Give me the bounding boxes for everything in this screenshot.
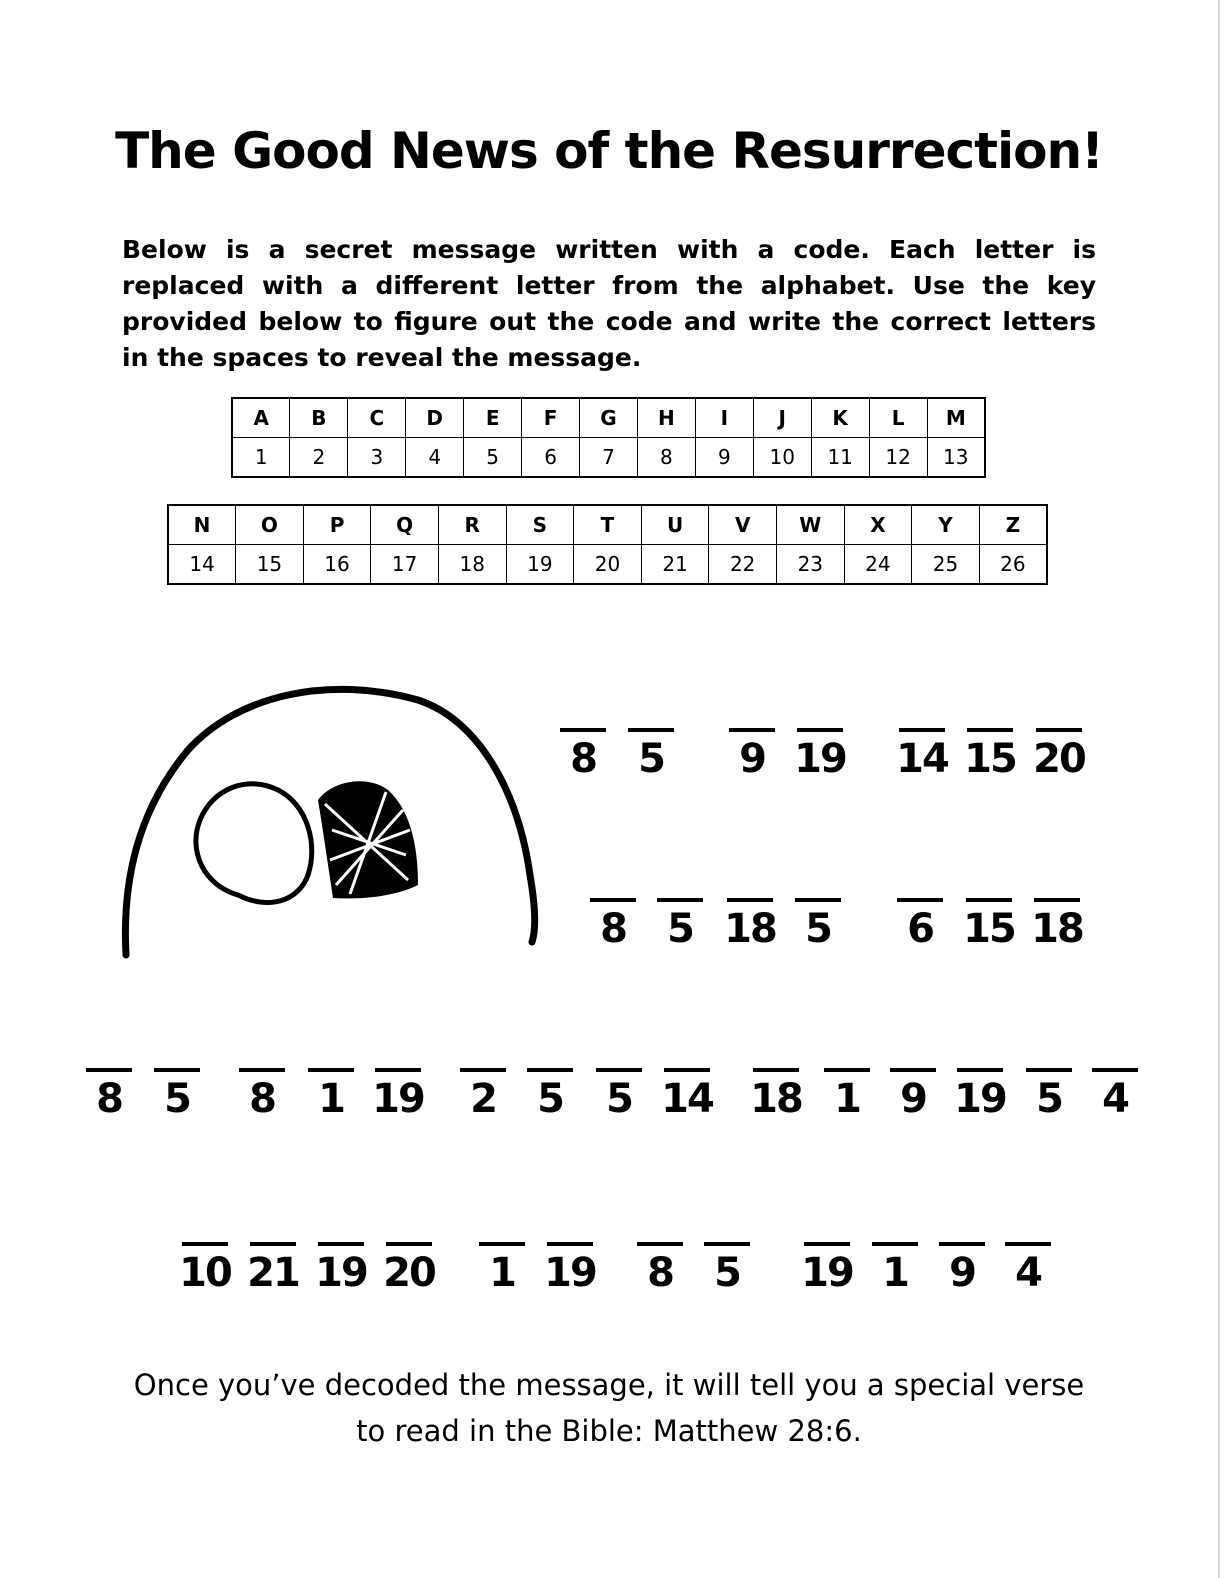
key-letter-t: T bbox=[574, 505, 642, 545]
code-number: 19 bbox=[801, 1250, 853, 1296]
key-number-2: 2 bbox=[290, 438, 348, 478]
key-number-8: 8 bbox=[637, 438, 695, 478]
key-number-11: 11 bbox=[811, 438, 869, 478]
code-number: 15 bbox=[963, 906, 1015, 952]
answer-blank[interactable] bbox=[527, 1068, 573, 1072]
cipher-key-n-to-z bbox=[167, 504, 1048, 585]
answer-blank[interactable] bbox=[239, 1068, 285, 1072]
code-number: 15 bbox=[964, 736, 1016, 782]
key-numbers-row bbox=[168, 545, 1047, 585]
answer-blank[interactable] bbox=[797, 728, 843, 732]
answer-blank[interactable] bbox=[967, 728, 1013, 732]
key-number-21: 21 bbox=[641, 545, 709, 585]
code-number: 10 bbox=[179, 1250, 231, 1296]
answer-blank[interactable] bbox=[727, 898, 773, 902]
key-number-19: 19 bbox=[506, 545, 574, 585]
code-number: 18 bbox=[724, 906, 776, 952]
key-letter-a: A bbox=[232, 398, 290, 438]
answer-blank[interactable] bbox=[1092, 1068, 1138, 1072]
key-number-7: 7 bbox=[580, 438, 638, 478]
code-number: 1 bbox=[882, 1250, 908, 1296]
key-letter-u: U bbox=[641, 505, 709, 545]
key-letters-row bbox=[168, 505, 1047, 545]
answer-blank[interactable] bbox=[628, 728, 674, 732]
answer-blank[interactable] bbox=[547, 1242, 593, 1246]
code-number: 5 bbox=[164, 1076, 190, 1122]
code-number: 9 bbox=[949, 1250, 975, 1296]
key-letter-e: E bbox=[464, 398, 522, 438]
key-number-20: 20 bbox=[574, 545, 642, 585]
key-letter-j: J bbox=[753, 398, 811, 438]
answer-blank[interactable] bbox=[795, 898, 841, 902]
key-letter-i: I bbox=[695, 398, 753, 438]
key-number-16: 16 bbox=[303, 545, 371, 585]
answer-blank[interactable] bbox=[460, 1068, 506, 1072]
key-letter-m: M bbox=[927, 398, 985, 438]
answer-blank[interactable] bbox=[899, 728, 945, 732]
code-number: 8 bbox=[249, 1076, 275, 1122]
empty-tomb-illustration bbox=[118, 680, 558, 970]
code-number: 4 bbox=[1102, 1076, 1128, 1122]
answer-blank[interactable] bbox=[386, 1242, 432, 1246]
answer-blank[interactable] bbox=[250, 1242, 296, 1246]
code-number: 5 bbox=[638, 736, 664, 782]
answer-blank[interactable] bbox=[704, 1242, 750, 1246]
code-number: 19 bbox=[954, 1076, 1006, 1122]
key-letter-x: X bbox=[844, 505, 912, 545]
key-letter-s: S bbox=[506, 505, 574, 545]
key-number-24: 24 bbox=[844, 545, 912, 585]
code-number: 5 bbox=[537, 1076, 563, 1122]
code-number: 8 bbox=[600, 906, 626, 952]
answer-blank[interactable] bbox=[966, 898, 1012, 902]
key-number-26: 26 bbox=[979, 545, 1047, 585]
key-number-4: 4 bbox=[406, 438, 464, 478]
answer-blank[interactable] bbox=[729, 728, 775, 732]
answer-blank[interactable] bbox=[375, 1068, 421, 1072]
key-number-23: 23 bbox=[776, 545, 844, 585]
key-number-22: 22 bbox=[709, 545, 777, 585]
key-number-5: 5 bbox=[464, 438, 522, 478]
answer-blank[interactable] bbox=[753, 1068, 799, 1072]
answer-blank[interactable] bbox=[890, 1068, 936, 1072]
key-number-25: 25 bbox=[912, 545, 980, 585]
key-number-15: 15 bbox=[236, 545, 304, 585]
footer-line-2: to read in the Bible: Matthew 28:6. bbox=[356, 1414, 862, 1448]
answer-blank[interactable] bbox=[939, 1242, 985, 1246]
code-number: 9 bbox=[900, 1076, 926, 1122]
code-number: 19 bbox=[372, 1076, 424, 1122]
footer-line-1: Once you’ve decoded the message, it will tell you a special verse bbox=[133, 1368, 1085, 1402]
answer-blank[interactable] bbox=[1034, 898, 1080, 902]
answer-blank[interactable] bbox=[657, 898, 703, 902]
key-letter-v: V bbox=[709, 505, 777, 545]
answer-blank[interactable] bbox=[1026, 1068, 1072, 1072]
code-number: 1 bbox=[489, 1250, 515, 1296]
key-letter-d: D bbox=[406, 398, 464, 438]
key-number-9: 9 bbox=[695, 438, 753, 478]
code-number: 20 bbox=[383, 1250, 435, 1296]
code-number: 19 bbox=[794, 736, 846, 782]
code-number: 8 bbox=[570, 736, 596, 782]
answer-blank[interactable] bbox=[318, 1242, 364, 1246]
key-letter-z: Z bbox=[979, 505, 1047, 545]
answer-blank[interactable] bbox=[1005, 1242, 1051, 1246]
code-number: 14 bbox=[896, 736, 948, 782]
code-number: 1 bbox=[834, 1076, 860, 1122]
answer-blank[interactable] bbox=[182, 1242, 228, 1246]
code-number: 5 bbox=[606, 1076, 632, 1122]
key-letter-b: B bbox=[290, 398, 348, 438]
key-letter-y: Y bbox=[912, 505, 980, 545]
answer-blank[interactable] bbox=[804, 1242, 850, 1246]
key-letter-f: F bbox=[522, 398, 580, 438]
key-letter-c: C bbox=[348, 398, 406, 438]
key-number-13: 13 bbox=[927, 438, 985, 478]
key-letter-o: O bbox=[236, 505, 304, 545]
page-title: The Good News of the Resurrection! bbox=[115, 122, 1103, 180]
code-number: 18 bbox=[750, 1076, 802, 1122]
code-number: 8 bbox=[96, 1076, 122, 1122]
key-letters-row bbox=[232, 398, 985, 438]
key-letter-q: Q bbox=[371, 505, 439, 545]
answer-blank[interactable] bbox=[957, 1068, 1003, 1072]
key-number-14: 14 bbox=[189, 552, 215, 576]
code-number: 14 bbox=[661, 1076, 713, 1122]
answer-blank[interactable] bbox=[479, 1242, 525, 1246]
code-number: 19 bbox=[544, 1250, 596, 1296]
key-number-1: 1 bbox=[254, 445, 268, 469]
answer-blank[interactable] bbox=[154, 1068, 200, 1072]
key-number-18: 18 bbox=[438, 545, 506, 585]
code-number: 8 bbox=[647, 1250, 673, 1296]
code-number: 19 bbox=[315, 1250, 367, 1296]
footer-note bbox=[0, 1362, 1218, 1454]
code-number: 20 bbox=[1033, 736, 1085, 782]
answer-blank[interactable] bbox=[590, 898, 636, 902]
code-number: 18 bbox=[1031, 906, 1083, 952]
key-letter-h: H bbox=[637, 398, 695, 438]
cipher-key-a-to-m bbox=[231, 397, 986, 478]
answer-blank[interactable] bbox=[824, 1068, 870, 1072]
key-number-17: 17 bbox=[371, 545, 439, 585]
answer-blank[interactable] bbox=[86, 1068, 132, 1072]
answer-blank[interactable] bbox=[308, 1068, 354, 1072]
answer-blank[interactable] bbox=[596, 1068, 642, 1072]
key-letter-l: L bbox=[869, 398, 927, 438]
code-number: 4 bbox=[1015, 1250, 1041, 1296]
code-number: 1 bbox=[318, 1076, 344, 1122]
key-number-3: 3 bbox=[348, 438, 406, 478]
key-letter-p: P bbox=[303, 505, 371, 545]
instructions-text: Below is a secret message written with a code. Each letter is replaced with a different letter from the alphabet. Use the key provided below to figure out the code and write the correct letters in the spaces to reveal the message. bbox=[122, 235, 1096, 372]
code-number: 5 bbox=[667, 906, 693, 952]
code-number: 6 bbox=[907, 906, 933, 952]
answer-blank[interactable] bbox=[637, 1242, 683, 1246]
answer-blank[interactable] bbox=[872, 1242, 918, 1246]
answer-blank[interactable] bbox=[664, 1068, 710, 1072]
code-number: 21 bbox=[247, 1250, 299, 1296]
code-number: 2 bbox=[470, 1076, 496, 1122]
code-number: 9 bbox=[739, 736, 765, 782]
code-number: 5 bbox=[714, 1250, 740, 1296]
key-number-12: 12 bbox=[869, 438, 927, 478]
key-number-10: 10 bbox=[753, 438, 811, 478]
answer-blank[interactable] bbox=[1036, 728, 1082, 732]
key-letter-r: R bbox=[438, 505, 506, 545]
code-number: 5 bbox=[805, 906, 831, 952]
key-letter-w: W bbox=[776, 505, 844, 545]
key-numbers-row bbox=[232, 438, 985, 478]
key-letter-k: K bbox=[811, 398, 869, 438]
code-number: 5 bbox=[1036, 1076, 1062, 1122]
answer-blank[interactable] bbox=[560, 728, 606, 732]
key-letter-n: N bbox=[168, 505, 236, 545]
answer-blank[interactable] bbox=[897, 898, 943, 902]
key-number-6: 6 bbox=[522, 438, 580, 478]
key-letter-g: G bbox=[580, 398, 638, 438]
